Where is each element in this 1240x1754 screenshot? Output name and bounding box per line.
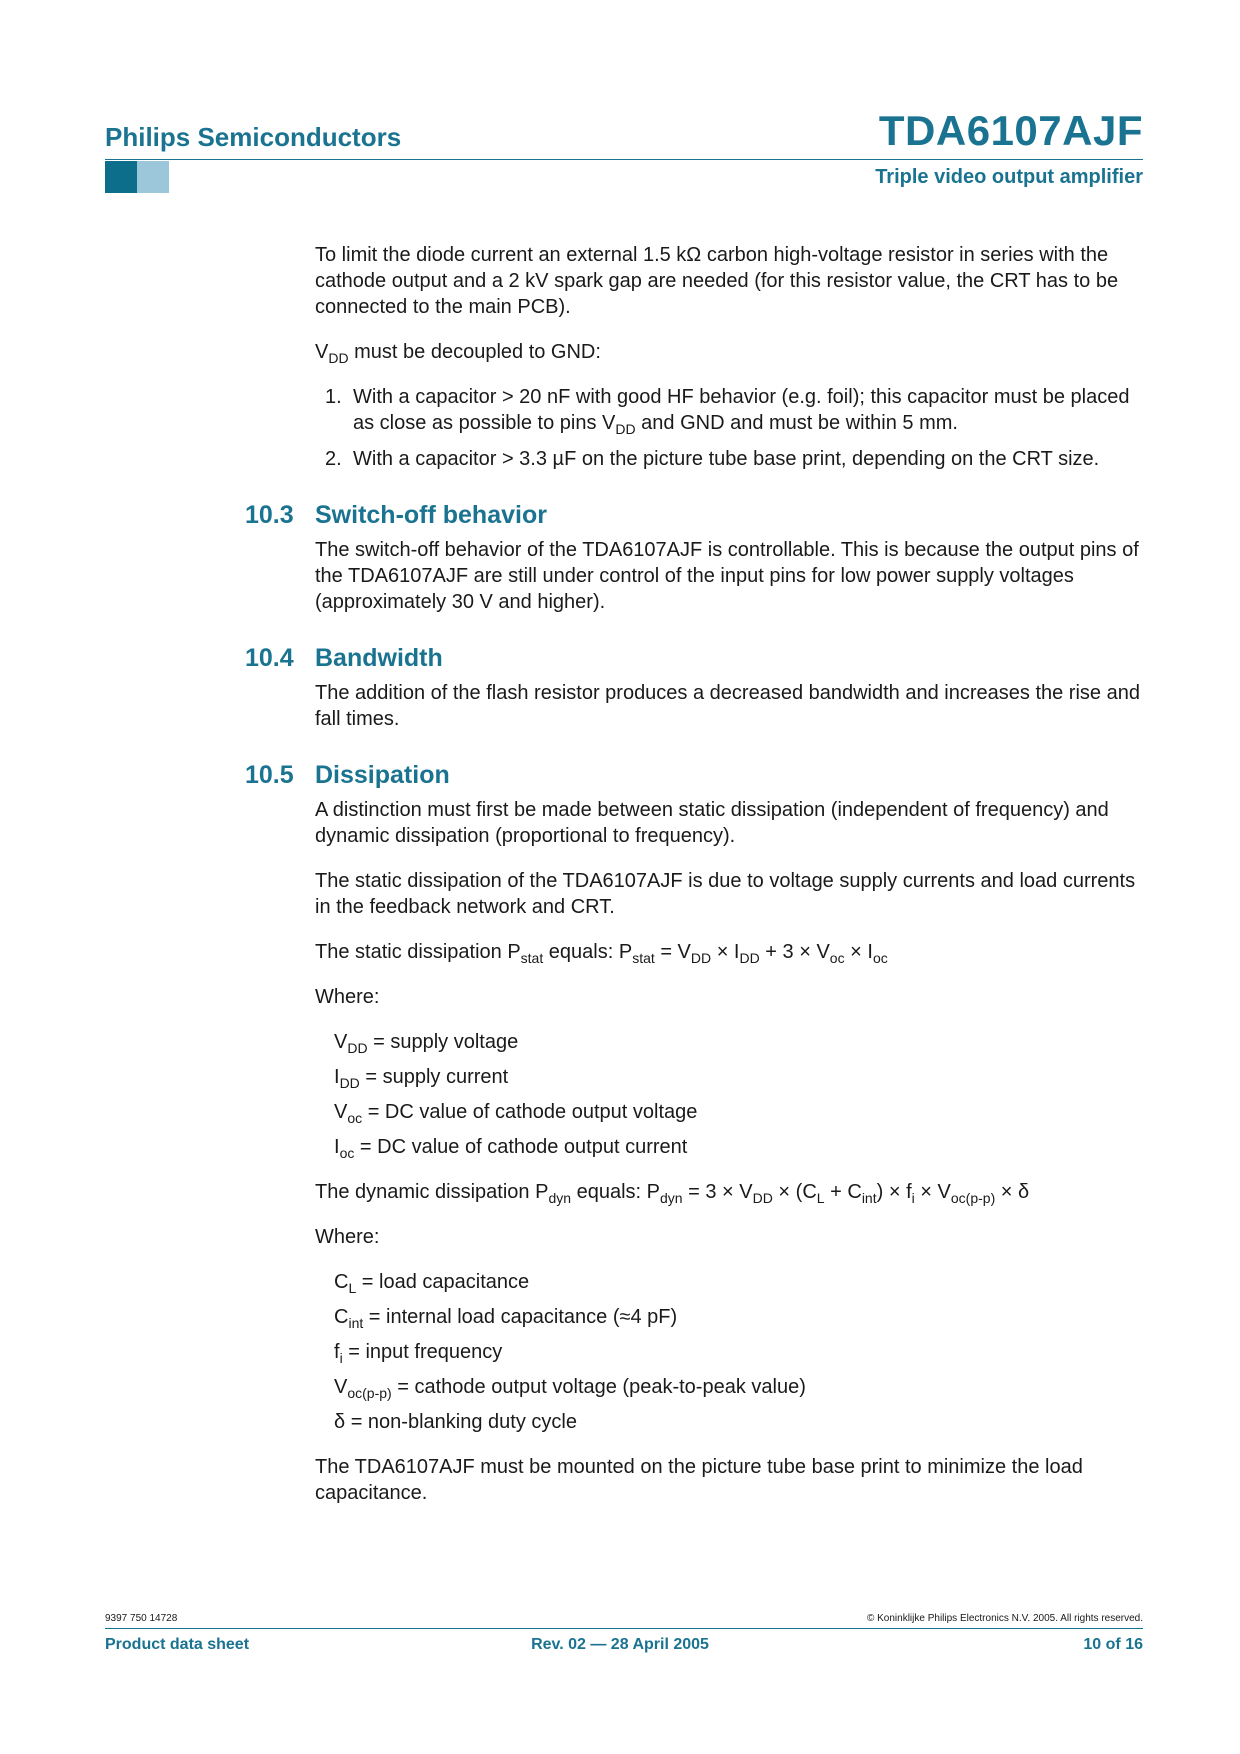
static-dissipation-equation: The static dissipation $P_{stat}$ equals: $P_{stat} = V_{DD} \times I_{DD} + 3 \times V_{oc} \times I_{oc}$ <box>315 941 888 966</box>
vdd-decoupling-lead <box>315 339 1143 365</box>
section-number: 10.3 <box>245 501 294 529</box>
section-heading-10-4 <box>245 643 1143 673</box>
static-definitions <box>315 1029 1143 1160</box>
definition-item: $f_i$ = input frequency <box>334 1341 503 1366</box>
closing-paragraph: The TDA6107AJF must be mounted on the picture tube base print to minimize the load capacitance. <box>315 1456 1083 1504</box>
vdd-symbol: V <box>315 341 329 363</box>
static-dissipation-paragraph: The static dissipation of the TDA6107AJF is due to voltage supply currents and load currents in the feedback network and CRT. <box>315 870 1136 918</box>
header-company: Philips Semiconductors <box>105 122 402 152</box>
list-item-text: With a capacitor > 20 nF with good HF behavior (e.g. foil); this capacitor must be placed as close as possible to pins V <box>353 386 1130 434</box>
intro-paragraph: To limit the diode current an external 1.5 kΩ carbon high-voltage resistor in series with the cathode output and a 2 kV spark gap are needed (for this resistor value, the CRT has to be connected to the main PCB). <box>315 244 1119 318</box>
definition-item: $V_{oc}$ = DC value of cathode output voltage <box>334 1101 698 1126</box>
section-heading-10-3 <box>245 500 1143 530</box>
footer-rule <box>105 1628 1143 1629</box>
header-subtitle: Triple video output amplifier <box>875 166 1143 188</box>
section-title: Switch-off behavior <box>315 501 547 529</box>
section-number: 10.4 <box>245 644 294 672</box>
footer-revision: Rev. 02 — 28 April 2005 <box>531 1636 709 1653</box>
list-item-text: and GND and must be within 5 mm. <box>635 412 958 434</box>
definition-item: δ = non-blanking duty cycle <box>334 1411 577 1433</box>
where-label: Where: <box>315 986 380 1008</box>
switch-off-paragraph: The switch-off behavior of the TDA6107AJF is controllable. This is because the output pins of the TDA6107AJF are still under control of the input pins for low power supply voltages (approximately 30 V and higher). <box>315 539 1139 613</box>
vdd-subscript: DD <box>328 350 349 366</box>
definition-item: $V_{DD}$ = supply voltage <box>334 1031 519 1056</box>
list-item-number: 2. <box>325 448 342 470</box>
list-item-text: With a capacitor > 3.3 µF on the picture tube base print, depending on the CRT size. <box>353 448 1100 470</box>
main-content <box>245 242 1143 1525</box>
definition-item: $I_{DD}$ = supply current <box>334 1066 509 1091</box>
header-logo-block-light <box>137 161 169 193</box>
footer-doc-type: Product data sheet <box>105 1636 250 1653</box>
bandwidth-paragraph: The addition of the flash resistor produces a decreased bandwidth and increases the rise and fall times. <box>315 682 1140 730</box>
section-title: Bandwidth <box>315 644 443 672</box>
definition-item: $I_{oc}$ = DC value of cathode output current <box>334 1136 688 1161</box>
footer-copyright: © Koninklijke Philips Electronics N.V. 2005. All rights reserved. <box>866 1613 1143 1624</box>
list-item-number: 1. <box>325 386 342 408</box>
dissipation-intro-paragraph: A distinction must first be made between static dissipation (independent of frequency) and dynamic dissipation (proportional to frequency). <box>315 799 1109 847</box>
footer-doc-id: 9397 750 14728 <box>105 1613 178 1624</box>
definition-item: $C_{int}$ = internal load capacitance (≈4 pF) <box>334 1306 678 1331</box>
section-number: 10.5 <box>245 761 294 789</box>
section-title: Dissipation <box>315 761 450 789</box>
header-rule <box>105 159 1143 160</box>
list-item <box>315 446 1143 472</box>
list-item <box>315 384 1143 436</box>
decoupling-list <box>315 384 1143 472</box>
dynamic-dissipation-equation: The dynamic dissipation $P_{dyn}$ equals: $P_{dyn} = 3 \times V_{DD} \times (C_L + C_{int}) \times f_i \times V_{oc(p-p)} \times \delta$ <box>315 1181 1030 1206</box>
vdd-lead-text: must be decoupled to GND: <box>348 341 601 363</box>
dynamic-definitions <box>315 1269 1143 1435</box>
section-heading-10-5 <box>245 760 1143 790</box>
definition-item: $V_{oc(p-p)}$ = cathode output voltage (peak-to-peak value) <box>334 1376 806 1401</box>
header-part-number: TDA6107AJF <box>878 107 1143 154</box>
where-label: Where: <box>315 1226 380 1248</box>
header-logo-block-dark <box>105 161 137 193</box>
list-item-subscript: DD <box>615 421 636 437</box>
definition-item: $C_L$ = load capacitance <box>334 1271 530 1296</box>
footer-page-number: 10 of 16 <box>1083 1636 1143 1653</box>
